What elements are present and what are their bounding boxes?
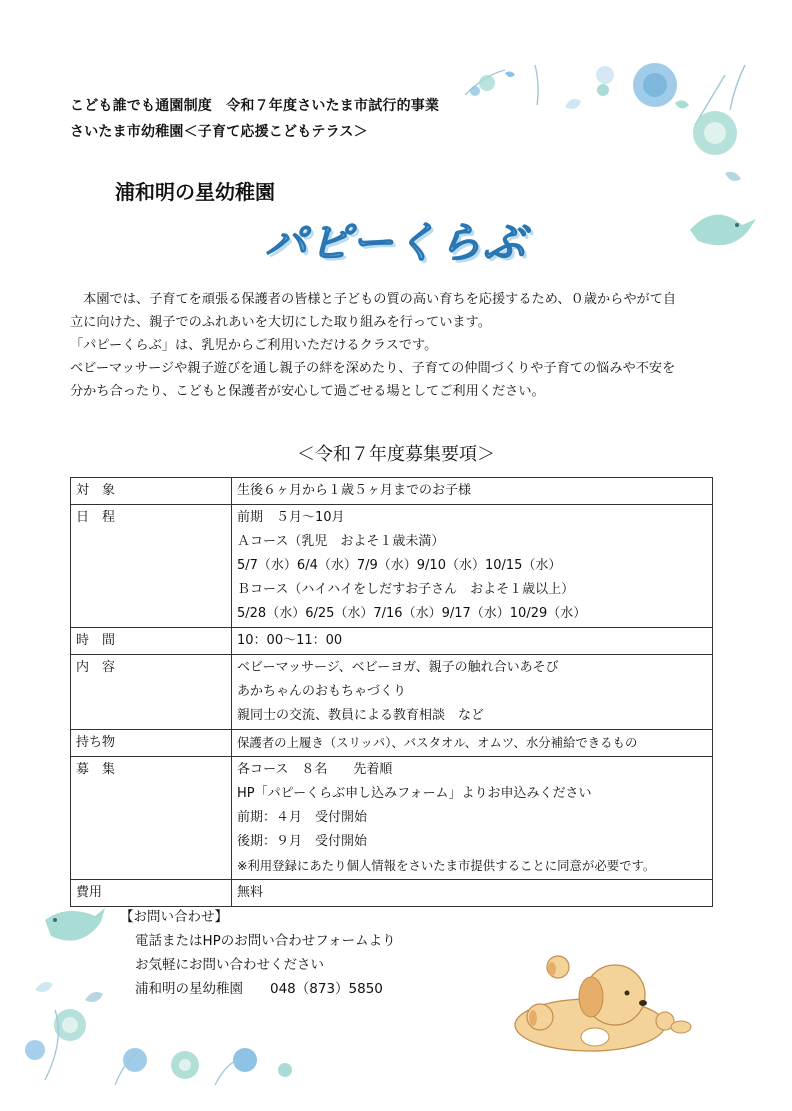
row-label: 時 間 [71,628,232,655]
row-label: 対 象 [71,478,232,505]
row-value: 各コース ８名 先着順 HP「パピーくらぶ申し込みフォーム」よりお申込みください 前期：４月 受付開始 後期：９月 受付開始 ※利用登録にあたり個人情報をさいたま市提供することに同意が必要です。 [232,757,713,880]
recruitment-section-title: ＜令和７年度募集要項＞ [297,444,495,465]
bird-icon-bottom [45,908,105,941]
row-value: 無料 [232,880,713,907]
puppy-family-illustration [495,955,705,1055]
contact-line: お気軽にお問い合わせください [135,957,324,973]
row-label: 日 程 [71,505,232,628]
program-header-line-1: こども誰でも通園制度 令和７年度さいたま市試行的事業 [70,98,440,114]
row-label: 持ち物 [71,730,232,757]
table-row [71,757,713,880]
contact-heading: 【お問い合わせ】 [120,909,228,925]
row-value: 10：00〜11：00 [232,628,713,655]
row-label: 募 集 [71,757,232,880]
row-label: 内 容 [71,655,232,730]
row-label: 費用 [71,880,232,907]
intro-line: 「パピーくらぶ」は、乳児からご利用いただけるクラスです。 [70,338,438,353]
intro-line: ベビーマッサージや親子遊びを通し親子の絆を深めたり、子育ての仲間づくりや子育ての悩みや不安を [70,361,676,376]
club-title: パピーくらぶ [264,218,528,267]
intro-paragraph [70,288,730,403]
intro-line: 分かち合ったり、こどもと保護者が安心して過ごせる場としてご利用ください。 [70,384,545,399]
table-row [71,478,713,505]
row-value: 前期 ５月〜10月 Ａコース（乳児 およそ１歳未満） 5/7（水）6/4（水）7/9（水）9/10（水）10/15（水） Ｂコース（ハイハイをしだすお子さん およそ１歳以上） 5/28（水）6/25（水）7/16（水）9/17（水）10/29（水） [232,505,713,628]
table-row [71,880,713,907]
intro-line: 本園では、子育てを頑張る保護者の皆様と子どもの質の高い育ちを応援するため、０歳からやがて自 [70,292,677,307]
table-row [71,655,713,730]
school-name: 浦和明の星幼稚園 [115,180,275,204]
row-value: ベビーマッサージ、ベビーヨガ、親子の触れ合いあそび あかちゃんのおもちゃづくり 親同士の交流、教員による教育相談 など [232,655,713,730]
table-row [71,505,713,628]
contact-block [120,905,396,1001]
table-row [71,628,713,655]
contact-phone: 浦和明の星幼稚園 048（873）5850 [135,981,383,997]
program-header-line-2: さいたま市幼稚園＜子育て応援こどもテラス＞ [70,124,368,140]
intro-line: 立に向けた、親子でのふれあいを大切にした取り組みを行っています。 [70,315,491,330]
contact-line: 電話またはHPのお問い合わせフォームより [135,933,396,949]
recruitment-table [70,477,713,907]
row-value: 生後６ヶ月から１歳５ヶ月までのお子様 [232,478,713,505]
table-row [71,730,713,757]
row-value: 保護者の上履き（スリッパ）、バスタオル、オムツ、水分補給できるもの [232,730,713,757]
